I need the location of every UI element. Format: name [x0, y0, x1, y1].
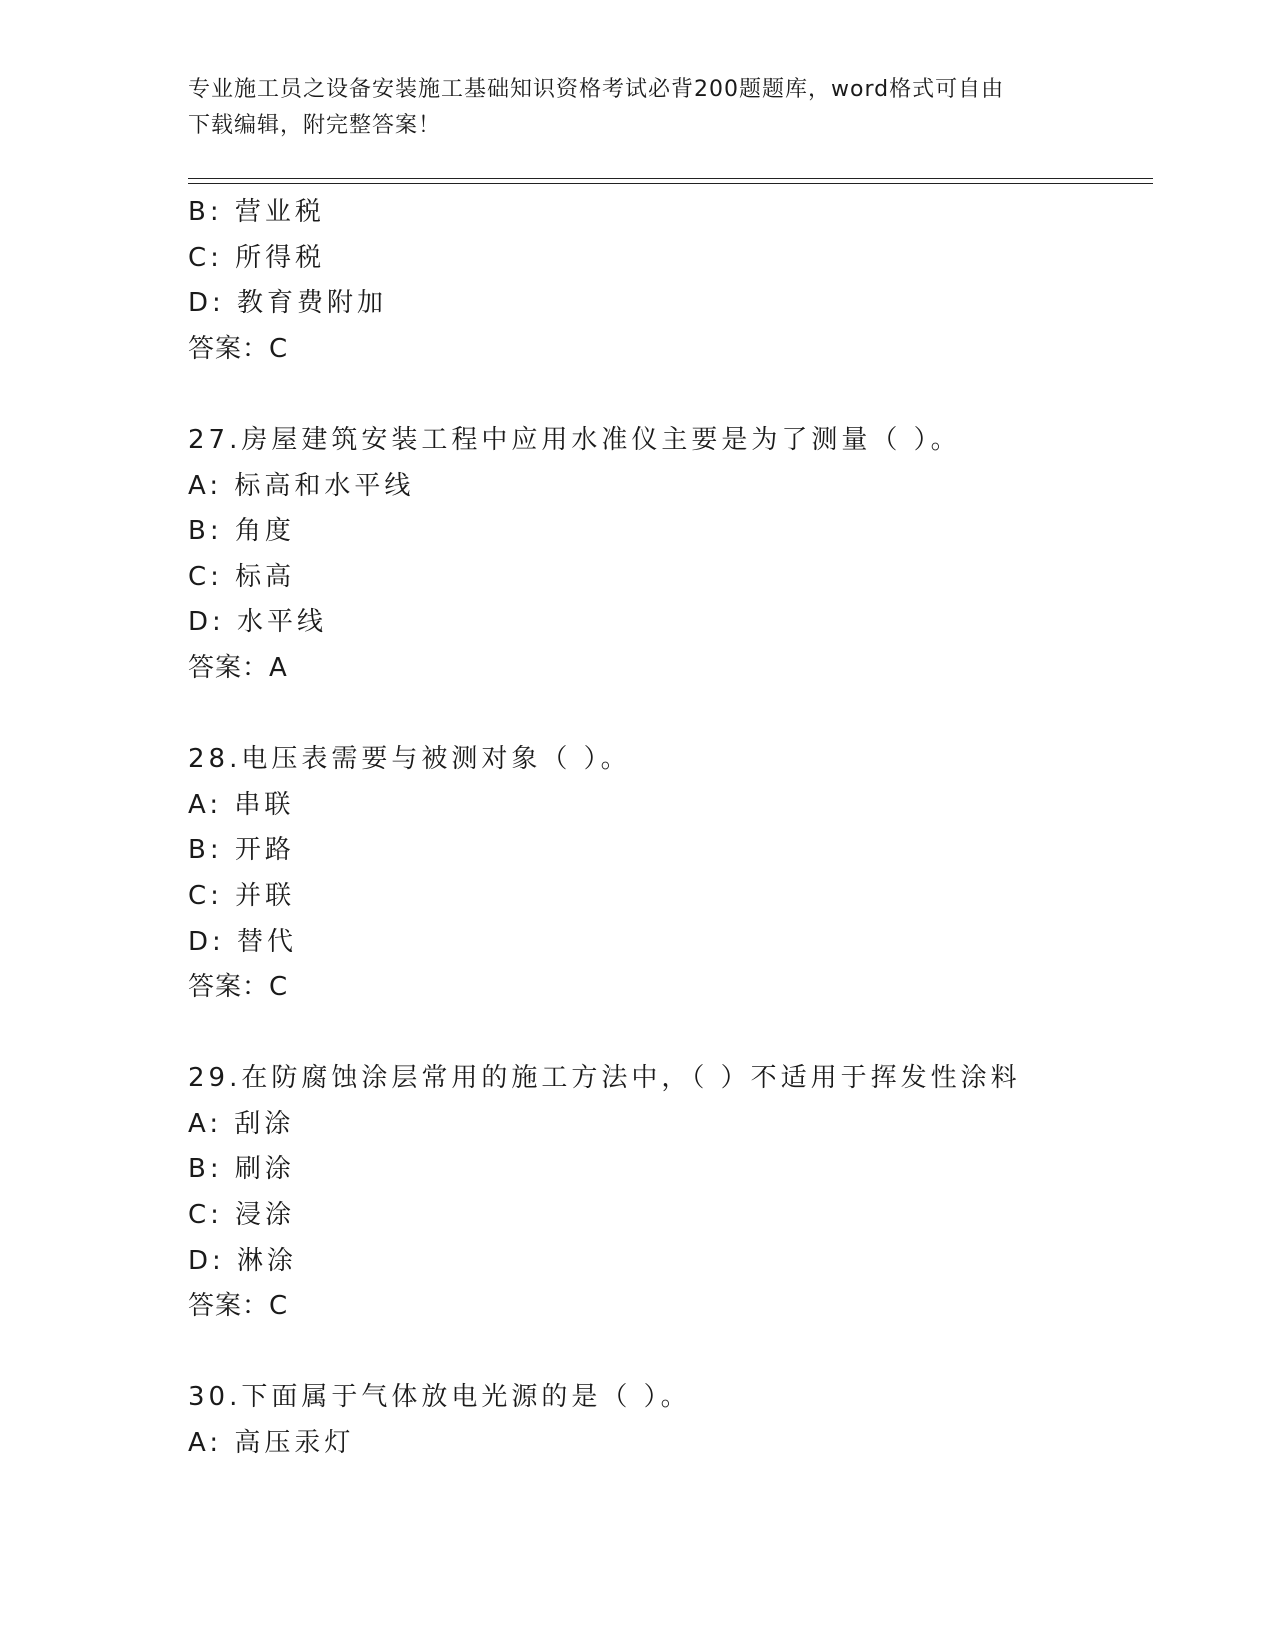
option-b: B: 营业税: [188, 197, 325, 227]
answer: 答案：C: [188, 333, 289, 364]
question-26: [188, 190, 1153, 372]
header-divider-top: [188, 178, 1153, 179]
option-b: B: 角度: [188, 516, 295, 547]
question-text: 27.房屋建筑安装工程中应用水准仪主要是为了测量（ ）。: [188, 424, 961, 455]
option-c: C: 标高: [188, 561, 296, 592]
document-header: [188, 72, 1068, 144]
spacer: [188, 692, 1153, 738]
option-d: D: 替代: [188, 926, 298, 957]
question-text: 30.下面属于气体放电光源的是（ ）。: [188, 1382, 691, 1413]
answer: 答案：C: [188, 1291, 289, 1322]
option-a: A: 串联: [188, 789, 295, 820]
question-list: [188, 190, 1153, 1467]
question-30: [188, 1375, 1153, 1466]
option-d: D: 淋涂: [188, 1245, 298, 1276]
option-d: D: 教育费附加: [188, 288, 388, 319]
option-b: B: 开路: [188, 835, 295, 866]
answer: 答案：A: [188, 652, 288, 683]
question-27: [188, 418, 1153, 692]
spacer: [188, 1011, 1153, 1057]
option-c: C: 并联: [188, 880, 296, 911]
option-a: A: 刮涂: [188, 1108, 295, 1139]
option-a: A: 高压汞灯: [188, 1428, 355, 1459]
option-d: D: 水平线: [188, 607, 328, 638]
option-b: B: 刷涂: [188, 1154, 295, 1185]
option-a: A: 标高和水平线: [188, 470, 415, 501]
header-line-1: 专业施工员之设备安装施工基础知识资格考试必背200题题库，word格式可自由: [188, 77, 1005, 102]
spacer: [188, 1330, 1153, 1376]
option-c: C: 所得税: [188, 242, 326, 273]
option-c: C: 浸涂: [188, 1200, 296, 1231]
question-29: [188, 1056, 1153, 1330]
question-text: 28.电压表需要与被测对象（ ）。: [188, 744, 631, 775]
question-text: 29.在防腐蚀涂层常用的施工方法中，（ ）不适用于挥发性涂料: [188, 1063, 1021, 1094]
question-28: [188, 737, 1153, 1011]
header-line-2: 下载编辑，附完整答案！: [188, 113, 442, 138]
spacer: [188, 372, 1153, 418]
answer: 答案：C: [188, 972, 289, 1003]
header-divider-bottom: [188, 183, 1153, 184]
